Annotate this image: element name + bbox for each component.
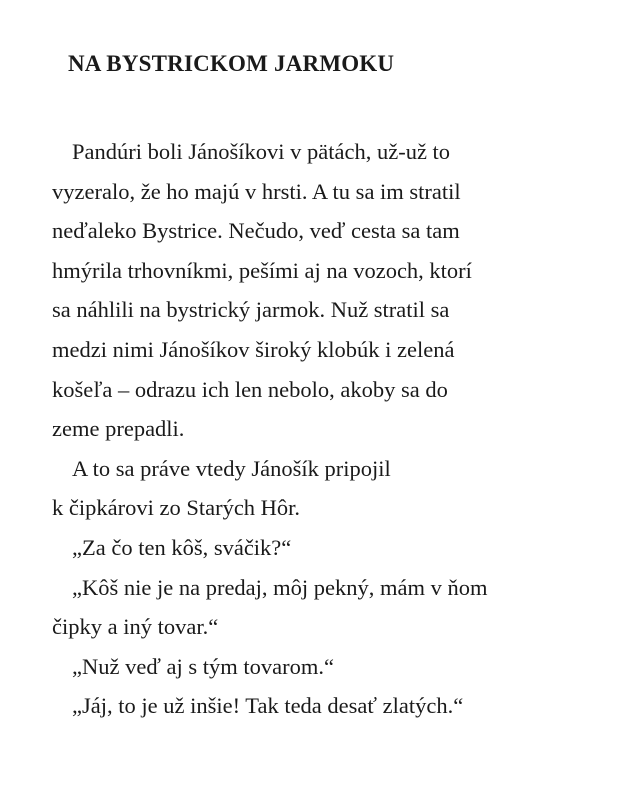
dialogue-line: „Za čo ten kôš, sváčik?“: [72, 534, 292, 560]
chapter-title: NA BYSTRICKOM JARMOKU: [68, 51, 395, 76]
dialogue-line: „Jáj, to je už inšie! Tak teda desať zlatých.“: [72, 693, 464, 719]
text-line: neďaleko Bystrice. Nečudo, veď cesta sa tam: [52, 218, 460, 244]
text-line: sa náhlili na bystrický jarmok. Nuž stratil sa: [52, 297, 450, 323]
dialogue-line: čipky a iný tovar.“: [52, 614, 219, 640]
text-line: k čipkárovi zo Starých Hôr.: [52, 495, 301, 521]
text-line: Pandúri boli Jánošíkovi v pätách, už-už to: [72, 139, 451, 164]
dialogue-line: „Nuž veď aj s tým tovarom.“: [72, 653, 334, 679]
text-line: zeme prepadli.: [52, 416, 185, 442]
chapter-body: [52, 132, 632, 726]
text-line: A to sa práve vtedy Jánošík pripojil: [72, 455, 391, 481]
dialogue-line: „Kôš nie je na predaj, môj pekný, mám v ňom: [72, 574, 488, 600]
text-line: košeľa – odrazu ich len nebolo, akoby sa do: [52, 376, 448, 402]
text-line: medzi nimi Jánošíkov široký klobúk i zelená: [52, 336, 455, 362]
text-line: hmýrila trhovníkmi, pešími aj na vozoch, ktorí: [52, 257, 472, 283]
text-line: vyzeralo, že ho majú v hrsti. A tu sa im stratil: [52, 178, 461, 204]
